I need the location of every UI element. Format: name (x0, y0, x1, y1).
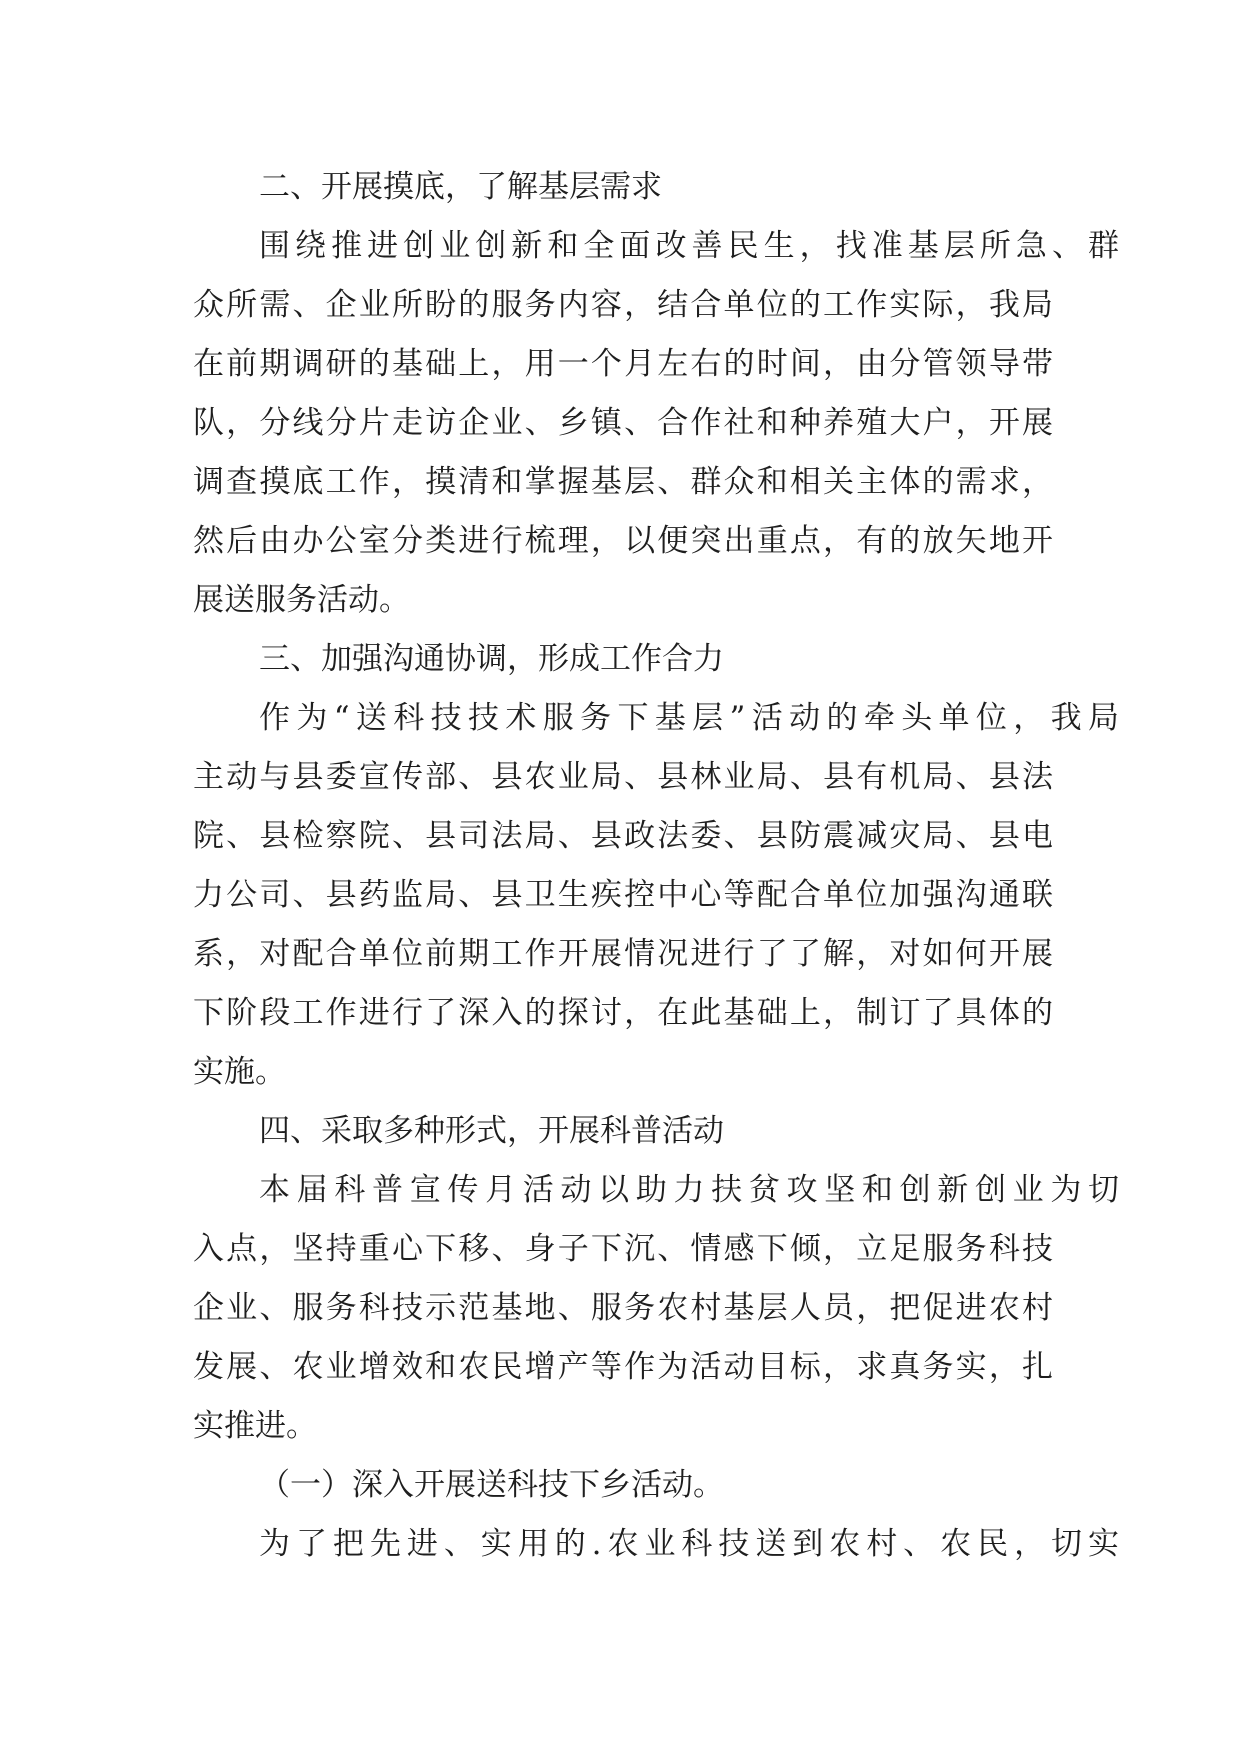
paragraph-line: 队，分线分片走访企业、乡镇、合作社和种养殖大户，开展 (193, 405, 1053, 441)
paragraph-line: 下阶段工作进行了深入的探讨，在此基础上，制订了具体的 (193, 995, 1053, 1031)
paragraph-line: 本届科普宣传月活动以助力扶贫攻坚和创新创业为切 (259, 1172, 1119, 1208)
paragraph-line: 实推进。 (193, 1408, 317, 1444)
paragraph-line: 发展、农业增效和农民增产等作为活动目标，求真务实，扎 (193, 1349, 1053, 1385)
paragraph-line: 众所需、企业所盼的服务内容，结合单位的工作实际，我局 (193, 287, 1053, 323)
paragraph-line: 院、县检察院、县司法局、县政法委、县防震减灾局、县电 (193, 818, 1053, 854)
section-heading-4: 四、采取多种形式，开展科普活动 (259, 1113, 724, 1149)
paragraph-line: 作为“送科技技术服务下基层”活动的牵头单位，我局 (259, 700, 1119, 736)
subsection-heading-1: （一）深入开展送科技下乡活动。 (259, 1467, 724, 1503)
paragraph-line: 力公司、县药监局、县卫生疾控中心等配合单位加强沟通联 (193, 877, 1053, 913)
paragraph-line: 主动与县委宣传部、县农业局、县林业局、县有机局、县法 (193, 759, 1053, 795)
paragraph-line: 为了把先进、实用的.农业科技送到农村、农民，切实 (259, 1526, 1119, 1562)
document-page (193, 158, 1119, 1574)
paragraph-line: 围绕推进创业创新和全面改善民生，找准基层所急、群 (259, 228, 1119, 264)
paragraph-line: 实施。 (193, 1054, 286, 1090)
paragraph-line: 入点，坚持重心下移、身子下沉、情感下倾，立足服务科技 (193, 1231, 1053, 1267)
section-heading-2: 二、开展摸底，了解基层需求 (259, 169, 662, 205)
paragraph-line: 在前期调研的基础上，用一个月左右的时间，由分管领导带 (193, 346, 1053, 382)
section-heading-3: 三、加强沟通协调，形成工作合力 (259, 641, 724, 677)
paragraph-line: 然后由办公室分类进行梳理，以便突出重点，有的放矢地开 (193, 523, 1053, 559)
paragraph-line: 系，对配合单位前期工作开展情况进行了了解，对如何开展 (193, 936, 1053, 972)
paragraph-line: 调查摸底工作，摸清和掌握基层、群众和相关主体的需求， (193, 464, 1053, 500)
paragraph-line: 展送服务活动。 (193, 582, 410, 618)
paragraph-line: 企业、服务科技示范基地、服务农村基层人员，把促进农村 (193, 1290, 1053, 1326)
